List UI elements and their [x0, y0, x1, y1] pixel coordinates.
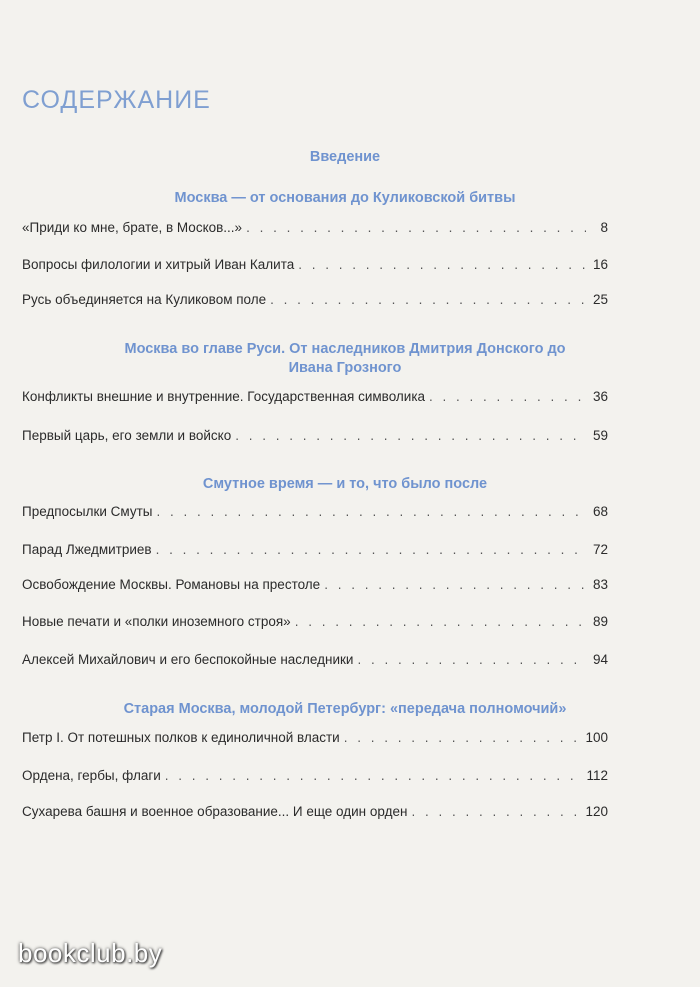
- dot-leader: [324, 576, 586, 594]
- toc-entry[interactable]: [22, 613, 608, 631]
- entry-page-number: 94: [592, 652, 608, 667]
- section-title-2: Москва во главе Руси. От наследников Дмитрия Донского до Ивана Грозного: [124, 341, 566, 376]
- entry-title: Сухарева башня и военное образование... И еще один орден: [22, 804, 408, 819]
- dot-leader: [246, 219, 586, 237]
- entry-title: Предпосылки Смуты: [22, 504, 153, 519]
- toc-heading: СОДЕРЖАНИЕ: [22, 86, 211, 114]
- entry-title: Алексей Михайлович и его беспокойные наследники: [22, 652, 354, 667]
- dot-leader: [298, 256, 586, 274]
- entry-title: Освобождение Москвы. Романовы на престоле: [22, 577, 321, 592]
- dot-leader: [411, 803, 581, 821]
- toc-entry[interactable]: [22, 803, 608, 821]
- entry-title: Ордена, гербы, флаги: [22, 768, 161, 783]
- entry-page-number: 72: [592, 542, 608, 557]
- entry-title: Петр I. От потешных полков к единоличной власти: [22, 730, 340, 745]
- entry-title: Вопросы филологии и хитрый Иван Калита: [22, 257, 295, 272]
- toc-entry[interactable]: [22, 651, 608, 669]
- toc-entry[interactable]: [22, 427, 608, 445]
- entry-page-number: 8: [600, 220, 608, 235]
- entry-page-number: 112: [586, 768, 608, 783]
- entry-page-number: 100: [585, 730, 608, 745]
- watermark-bookclub: bookclub.by: [18, 938, 163, 968]
- entry-page-number: 36: [592, 389, 608, 404]
- dot-leader: [357, 651, 586, 669]
- section-title-intro: Введение: [309, 149, 381, 165]
- toc-entry[interactable]: [22, 291, 608, 309]
- section-title-1: Москва — от основания до Куликовской битвы: [174, 190, 516, 206]
- entry-page-number: 16: [592, 257, 608, 272]
- entry-page-number: 89: [592, 614, 608, 629]
- entry-title: Новые печати и «полки иноземного строя»: [22, 614, 291, 629]
- toc-entry[interactable]: [22, 256, 608, 274]
- entry-title: Парад Лжедмитриев: [22, 542, 152, 557]
- dot-leader: [235, 427, 586, 445]
- entry-page-number: 68: [592, 504, 608, 519]
- toc-entry[interactable]: [22, 576, 608, 594]
- entry-title: Первый царь, его земли и войско: [22, 428, 232, 443]
- toc-entry[interactable]: [22, 388, 608, 406]
- dot-leader: [156, 541, 586, 559]
- dot-leader: [270, 291, 586, 309]
- dot-leader: [295, 613, 586, 631]
- entry-page-number: 25: [592, 292, 608, 307]
- toc-entry[interactable]: [22, 503, 608, 521]
- entry-page-number: 59: [592, 428, 608, 443]
- entry-title: Русь объединяется на Куликовом поле: [22, 292, 267, 307]
- toc-entry[interactable]: [22, 219, 608, 237]
- entry-title: «Приди ко мне, брате, в Москов...»: [22, 220, 243, 235]
- entry-title: Конфликты внешние и внутренние. Государственная символика: [22, 389, 426, 404]
- toc-entry[interactable]: [22, 767, 608, 785]
- toc-entry[interactable]: [22, 541, 608, 559]
- entry-page-number: 83: [592, 577, 608, 592]
- dot-leader: [165, 767, 583, 785]
- toc-entry[interactable]: [22, 729, 608, 747]
- section-title-4: Старая Москва, молодой Петербург: «передача полномочий»: [123, 701, 567, 717]
- dot-leader: [344, 729, 582, 747]
- dot-leader: [429, 388, 586, 406]
- section-title-3: Смутное время — и то, что было после: [202, 476, 488, 492]
- dot-leader: [156, 503, 586, 521]
- entry-page-number: 120: [585, 804, 608, 819]
